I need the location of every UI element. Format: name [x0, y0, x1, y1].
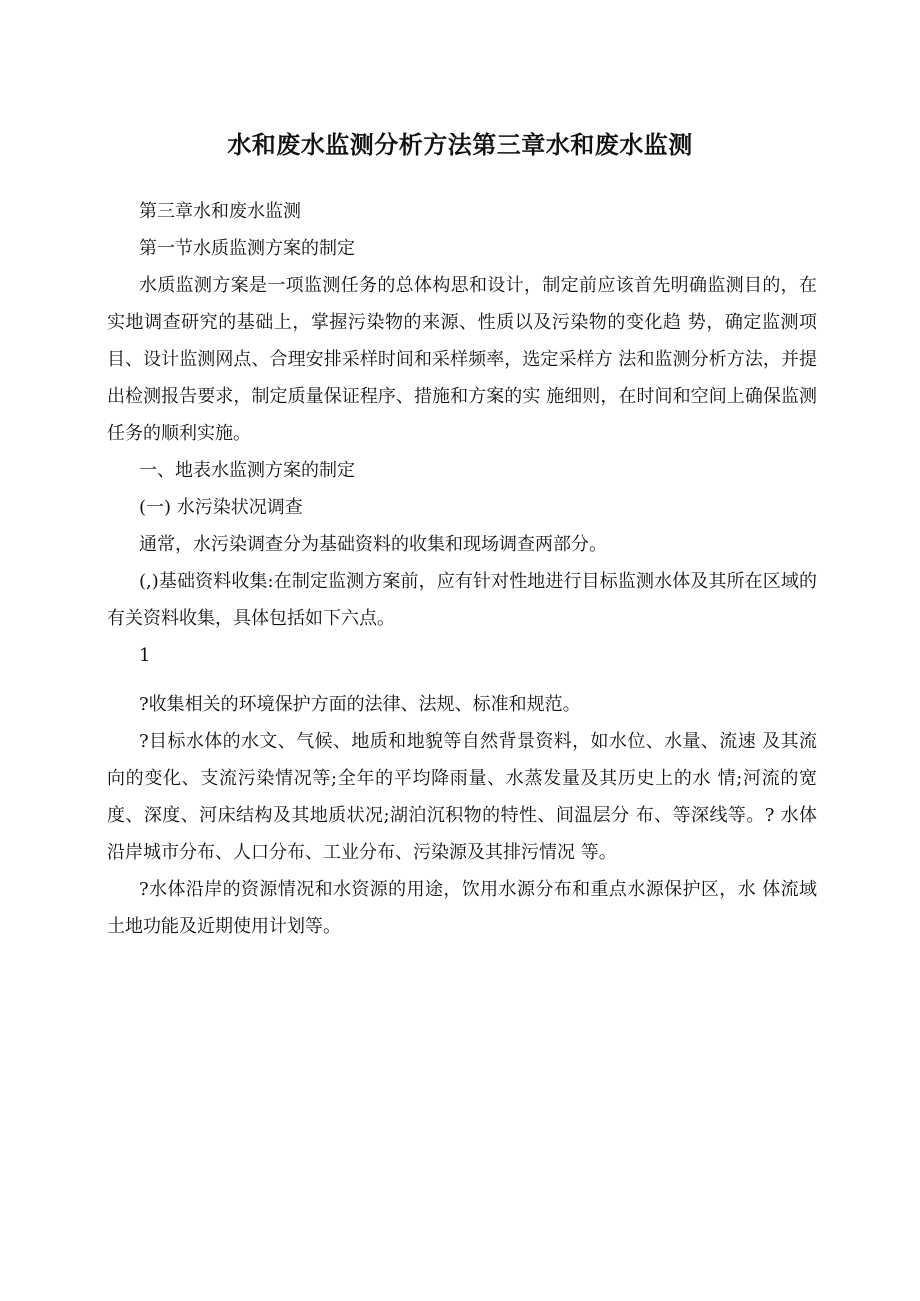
list-item-natural-background: ?目标水体的水文、气候、地质和地貌等自然背景资料，如水位、水量、流速 及其流向的变化、支流污染情况等;全年的平均降雨量、水蒸发量及其历史上的水 情;河流的宽度、深度、河床结构及其地质状况;湖泊沉积物的特性、间温层分 布、等深线等。? 水体沿岸城市分布、人口分布、工业分布、污染源及其排污情况 等。: [107, 731, 817, 863]
document-title: 水和废水监测分析方法第三章水和废水监测: [227, 131, 693, 159]
list-item-resources: ?水体沿岸的资源情况和水资源的用途，饮用水源分布和重点水源保护区，水 体流域土地功能及近期使用计划等。: [107, 879, 817, 937]
heading-one: 一、地表水监测方案的制定: [139, 460, 355, 481]
survey-paragraph: 通常，水污染调查分为基础资料的收集和现场调查两部分。: [139, 534, 607, 555]
sub-heading: (一) 水污染状况调查: [139, 497, 303, 518]
list-item-laws: ?收集相关的环境保护方面的法律、法规、标准和规范。: [139, 694, 581, 715]
intro-paragraph: 水质监测方案是一项监测任务的总体构思和设计，制定前应该首先明确监测目的，在实地调查研究的基础上，掌握污染物的来源、性质以及污染物的变化趋 势，确定监测项目、设计监测网点、合理安排采样时间和采样频率，选定采样方 法和监测分析方法，并提出检测报告要求，制定质量保证程序、措施和方案的实 施细则，在时间和空间上确保监测 任务的顺利实施。: [107, 275, 817, 444]
chapter-heading: 第三章水和废水监测: [139, 201, 301, 222]
section-heading: 第一节水质监测方案的制定: [139, 238, 355, 259]
page-number: 1: [139, 645, 151, 666]
document-body: [107, 193, 817, 945]
basic-collection-paragraph: (,)基础资料收集:在制定监测方案前，应有针对性地进行目标监测水体及其所在区域的有关资料收集，具体包括如下六点。: [107, 571, 817, 629]
